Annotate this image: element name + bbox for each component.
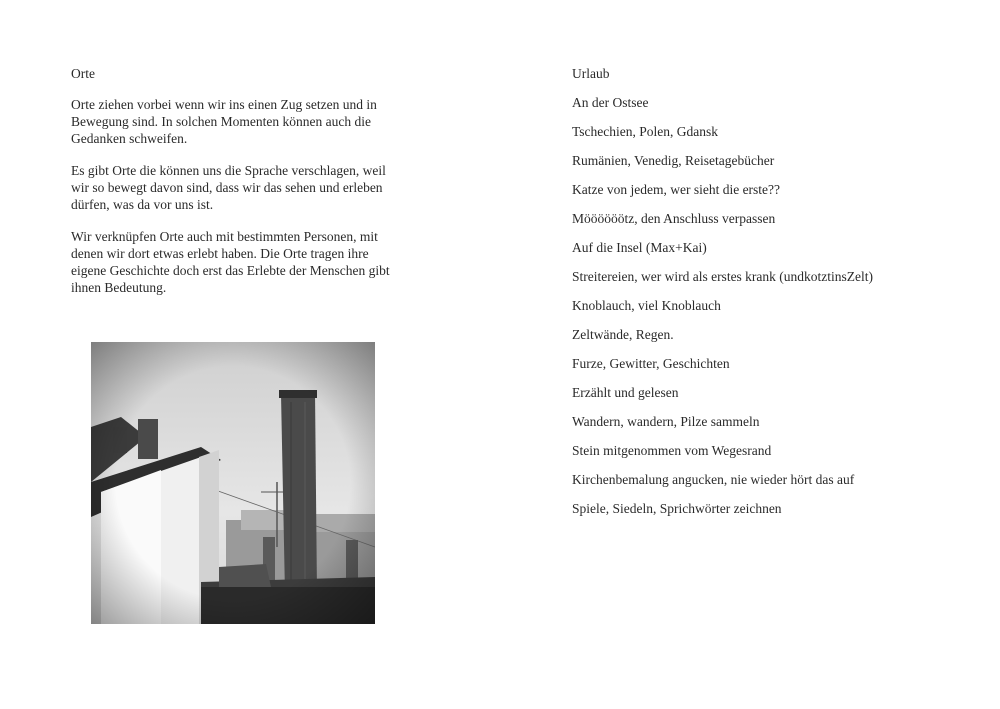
paragraph-2: Es gibt Orte die können uns die Sprache verschlagen, weil wir so bewegt davon sind, dass wir das sehen und erleben dürfen, was da vor uns ist.: [71, 163, 386, 212]
vacation-list: [572, 94, 873, 529]
list-item: Streitereien, wer wird als erstes krank (undkotztinsZelt): [572, 269, 874, 284]
list-item: An der Ostsee: [572, 95, 649, 110]
paragraph-1: Orte ziehen vorbei wenn wir ins einen Zug setzen und in Bewegung sind. In solchen Momenten können auch die Gedanken schweifen.: [71, 97, 377, 146]
list-item: Erzählt und gelesen: [572, 385, 679, 400]
list-item: Auf die Insel (Max+Kai): [572, 240, 707, 255]
list-item: Stein mitgenommen vom Wegesrand: [572, 443, 772, 458]
list-item: Furze, Gewitter, Geschichten: [572, 356, 730, 371]
rooftop-chimney-photo: [91, 342, 375, 624]
list-item: Wandern, wandern, Pilze sammeln: [572, 414, 760, 429]
list-item: Katze von jedem, wer sieht die erste??: [572, 182, 781, 197]
list-item: Rumänien, Venedig, Reisetagebücher: [572, 153, 775, 168]
list-item: Knoblauch, viel Knoblauch: [572, 298, 721, 313]
list-item: Zeltwände, Regen.: [572, 327, 674, 342]
photo-illustration: [91, 342, 375, 624]
paragraph-3: Wir verknüpfen Orte auch mit bestimmten Personen, mit denen wir dort etwas erlebt haben. Die Orte tragen ihre eigene Geschichte doch erst das Erlebte der Menschen gibt ihnen Bedeutung.: [71, 229, 390, 295]
list-item: Möööööötz, den Anschluss verpassen: [572, 211, 776, 226]
list-item: Kirchenbemalung angucken, nie wieder hört das auf: [572, 472, 855, 487]
list-item: Spiele, Siedeln, Sprichwörter zeichnen: [572, 501, 782, 516]
list-item: Tschechien, Polen, Gdansk: [572, 124, 719, 139]
right-page: [500, 0, 1000, 709]
right-page-title: Urlaub: [572, 66, 610, 81]
left-page-title: Orte: [71, 66, 95, 81]
